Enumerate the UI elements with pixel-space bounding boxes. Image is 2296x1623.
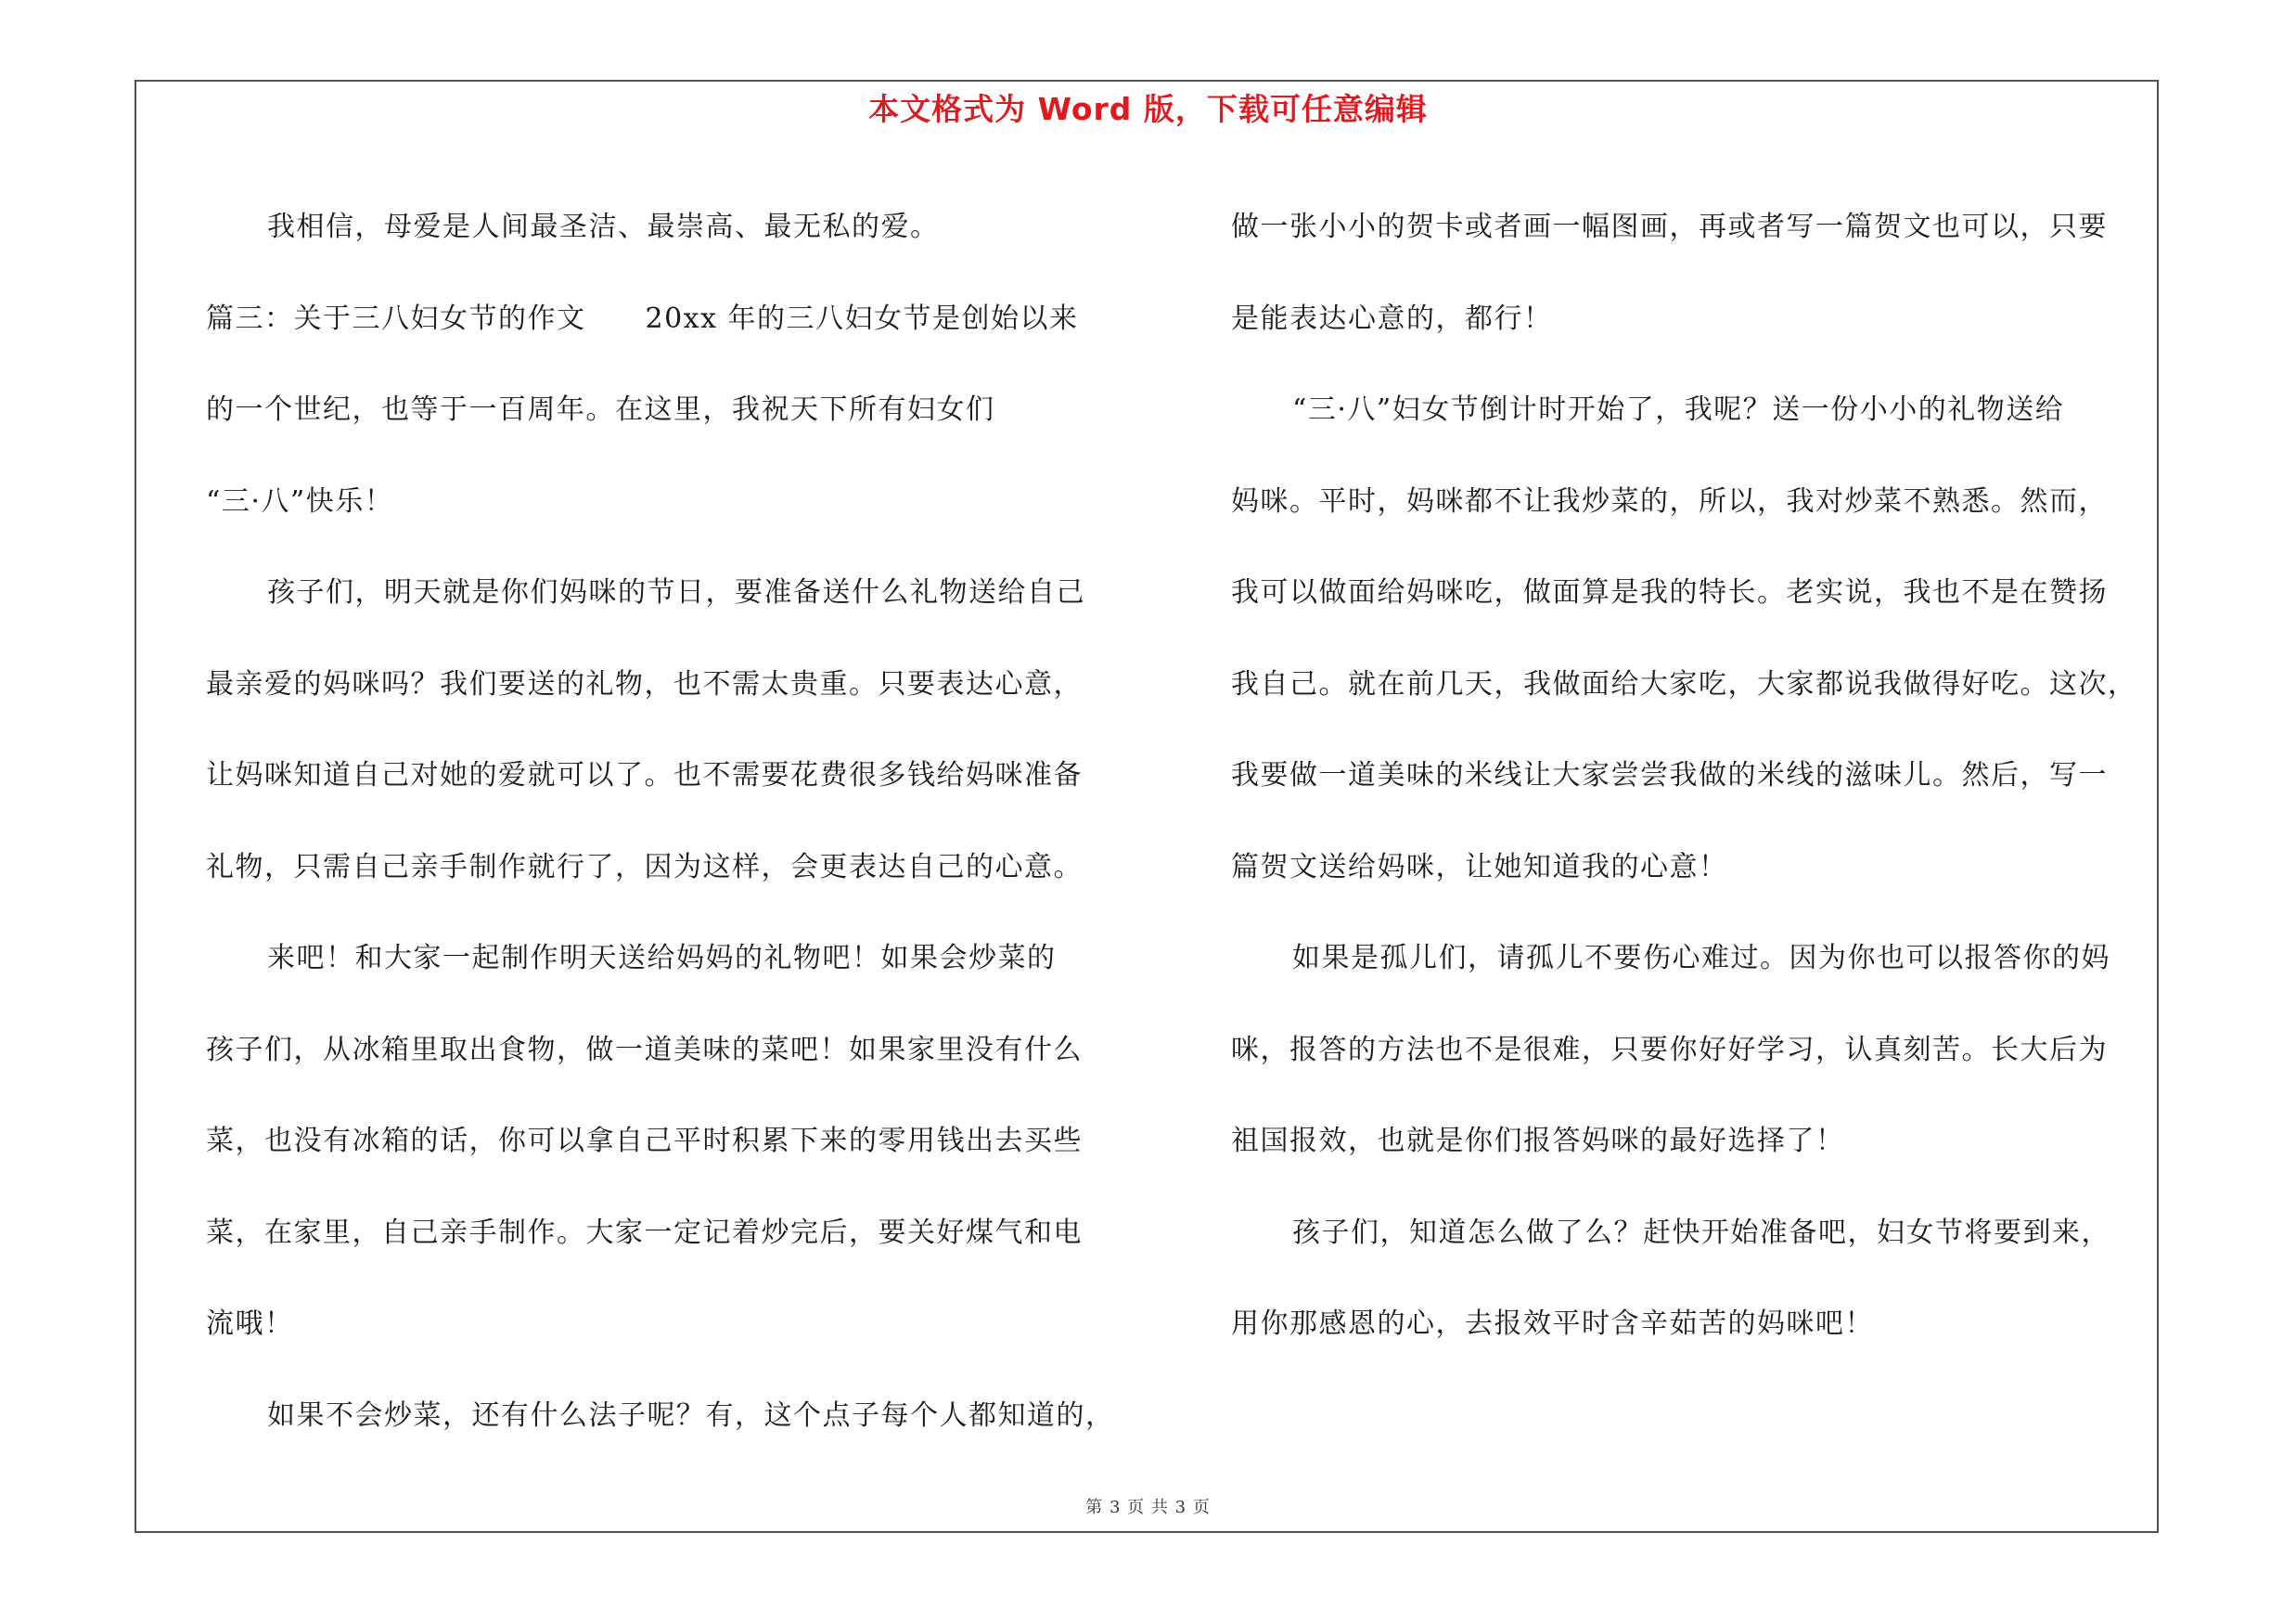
paragraph-line: 最亲爱的妈咪吗？我们要送的礼物，也不需太贵重。只要表达心意，: [206, 667, 1083, 701]
right-column: [1231, 182, 2159, 1371]
paragraph-line: 咪，报答的方法也不是很难，只要你好好学习，认真刻苦。长大后为: [1231, 1033, 2108, 1066]
section-heading-line: [206, 274, 1152, 366]
paragraph-line: 做一张小小的贺卡或者画一幅图画，再或者写一篇贺文也可以，只要: [1231, 211, 2108, 243]
page-number-footer: 第 3 页 共 3 页: [1085, 1498, 1211, 1517]
paragraph-line: “三·八”快乐！: [206, 484, 394, 518]
paragraph-line: 流哦！: [206, 1307, 294, 1340]
left-column: [206, 182, 1152, 1462]
paragraph-line: 如果不会炒菜，还有什么法子呢？有，这个点子每个人都知道的，: [267, 1398, 1115, 1432]
paragraph-line: “三·八”妇女节倒计时开始了，我呢？送一份小小的礼物送给: [1292, 393, 2065, 426]
paragraph-line: 来吧！和大家一起制作明天送给妈妈的礼物吧！如果会炒菜的: [267, 942, 1057, 974]
paragraph-line: 礼物，只需自己亲手制作就行了，因为这样，会更表达自己的心意。: [206, 850, 1083, 883]
section-heading: 篇三：关于三八妇女节的作文: [206, 302, 586, 335]
paragraph-line: 菜，在家里，自己亲手制作。大家一定记着炒完后，要关好煤气和电: [206, 1216, 1083, 1249]
paragraph-line: 孩子们，明天就是你们妈咪的节日，要准备送什么礼物送给自己: [267, 576, 1085, 609]
paragraph-line: 如果是孤儿们，请孤儿不要伤心难过。因为你也可以报答你的妈: [1292, 942, 2110, 974]
paragraph-line: 我相信，母爱是人间最圣洁、最崇高、最无私的爱。: [267, 211, 940, 243]
paragraph-line: 菜，也没有冰箱的话，你可以拿自己平时积累下来的零用钱出去买些: [206, 1125, 1083, 1157]
paragraph-line: 我可以做面给妈咪吃，做面算是我的特长。老实说，我也不是在赞扬: [1231, 576, 2108, 609]
paragraph-line: 妈咪。平时，妈咪都不让我炒菜的，所以，我对炒菜不熟悉。然而，: [1231, 484, 2108, 518]
paragraph-line: 我自己。就在前几天，我做面给大家吃，大家都说我做得好吃。这次，: [1231, 667, 2137, 701]
paragraph-line: 篇贺文送给妈咪，让她知道我的心意！: [1231, 850, 1728, 883]
section-heading-continuation: 20xx 年的三八妇女节是创始以来: [645, 302, 1079, 335]
paragraph-line: 祖国报效，也就是你们报答妈咪的最好选择了！: [1231, 1125, 1845, 1157]
paragraph-line: 的一个世纪，也等于一百周年。在这里，我祝天下所有妇女们: [206, 393, 995, 426]
paragraph-line: 我要做一道美味的米线让大家尝尝我做的米线的滋味儿。然后，写一: [1231, 759, 2108, 792]
format-banner: 本文格式为 Word 版，下载可任意编辑: [868, 91, 1428, 127]
paragraph-line: 用你那感恩的心，去报效平时含辛茹苦的妈咪吧！: [1231, 1307, 1874, 1340]
paragraph-line: 孩子们，知道怎么做了么？赶快开始准备吧，妇女节将要到来，: [1292, 1216, 2110, 1249]
paragraph-line: 让妈咪知道自己对她的爱就可以了。也不需要花费很多钱给妈咪准备: [206, 759, 1083, 792]
paragraph-line: 是能表达心意的，都行！: [1231, 302, 1553, 335]
paragraph-line: 孩子们，从冰箱里取出食物，做一道美味的菜吧！如果家里没有什么: [206, 1033, 1083, 1066]
